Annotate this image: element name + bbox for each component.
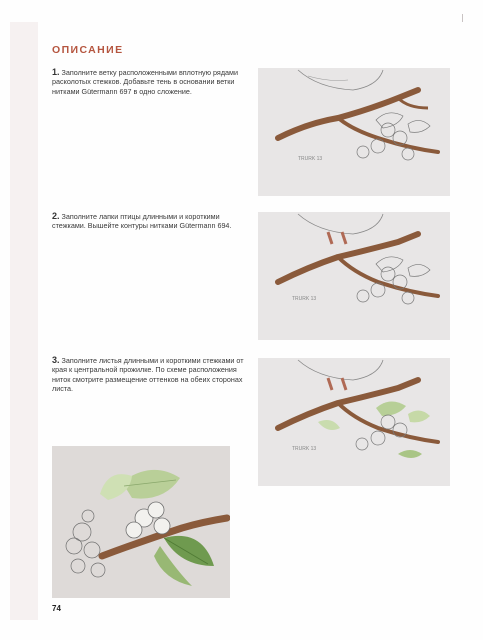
step-text: Заполните листья длинными и короткими стежками от края к центральной прожилке. По схеме расположения ниток смотрите размещение оттенков на обеих сторонах листа. bbox=[52, 356, 244, 394]
embroidery-photo-step-3 bbox=[258, 358, 450, 486]
step-text: Заполните лапки птицы длинными и короткими стежками. Вышейте контуры нитками Gütermann 694. bbox=[52, 212, 232, 231]
photo-label: TRURK 13 bbox=[298, 156, 323, 162]
step-text: Заполните ветку расположенными вплотную рядами расколотых стежков. Добавьте тень в основании ветки нитками Gütermann 697 в одно сложение. bbox=[52, 68, 238, 96]
page-margin-strip bbox=[10, 22, 38, 620]
crop-mark bbox=[462, 14, 467, 22]
section-title: ОПИСАНИЕ bbox=[52, 44, 124, 56]
embroidery-closeup-photo bbox=[52, 446, 230, 598]
embroidery-photo-step-2 bbox=[258, 212, 450, 340]
step-number: 1. bbox=[52, 67, 60, 77]
step-number: 2. bbox=[52, 211, 60, 221]
step-1 bbox=[52, 68, 252, 96]
page-number: 74 bbox=[52, 604, 61, 613]
step-2 bbox=[52, 212, 252, 231]
photo-label: TRURK 13 bbox=[292, 446, 317, 452]
embroidery-photo-step-1 bbox=[258, 68, 450, 196]
photo-label: TRURK 13 bbox=[292, 296, 317, 302]
step-3 bbox=[52, 356, 252, 394]
step-number: 3. bbox=[52, 355, 60, 365]
